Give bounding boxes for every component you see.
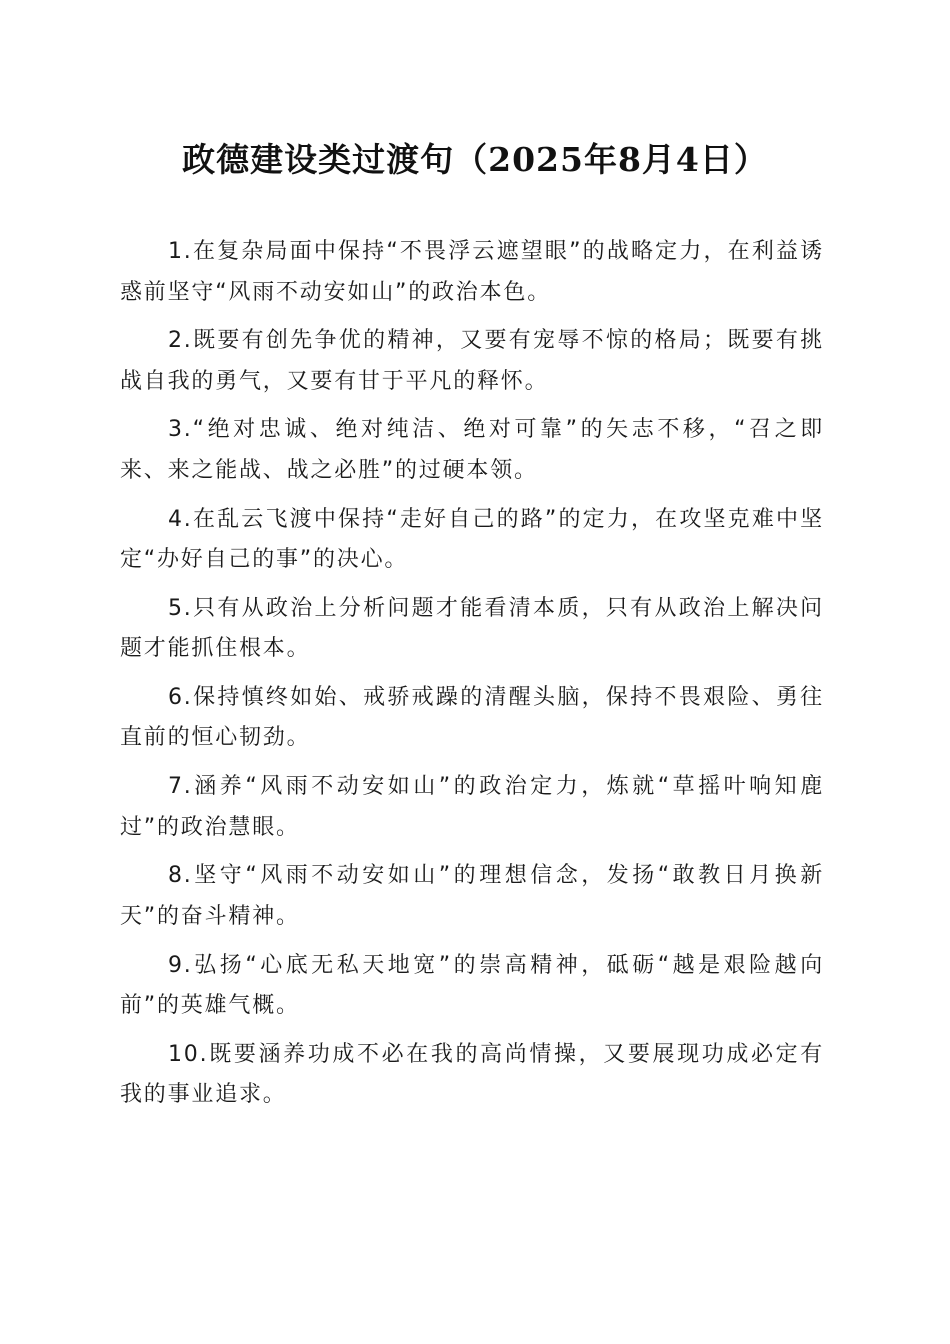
list-item: 8.坚守“风雨不动安如山”的理想信念，发扬“敢教日月换新天”的奋斗精神。 bbox=[120, 863, 824, 929]
document-title: 政德建设类过渡句（2025年8月4日） bbox=[182, 140, 768, 179]
list-item: 1.在复杂局面中保持“不畏浮云遮望眼”的战略定力，在利益诱惑前坚守“风雨不动安如山”的政治本色。 bbox=[120, 239, 824, 305]
transition-sentence-list bbox=[120, 232, 824, 1124]
list-item: 5.只有从政治上分析问题才能看清本质，只有从政治上解决问题才能抓住根本。 bbox=[120, 595, 824, 662]
list-item: 6.保持慎终如始、戒骄戒躁的清醒头脑，保持不畏艰险、勇往直前的恒心韧劲。 bbox=[120, 684, 824, 751]
list-item: 9.弘扬“心底无私天地宽”的崇高精神，砥砺“越是艰险越向前”的英雄气概。 bbox=[120, 952, 824, 1018]
list-item: 7.涵养“风雨不动安如山”的政治定力，炼就“草摇叶响知鹿过”的政治慧眼。 bbox=[120, 774, 824, 840]
list-item: 3.“绝对忠诚、绝对纯洁、绝对可靠”的矢志不移，“召之即来、来之能战、战之必胜”的过硬本领。 bbox=[120, 417, 824, 483]
list-item: 10.既要涵养功成不必在我的高尚情操，又要展现功成必定有我的事业追求。 bbox=[120, 1041, 824, 1108]
list-item: 2.既要有创先争优的精神，又要有宠辱不惊的格局；既要有挑战自我的勇气，又要有甘于平凡的释怀。 bbox=[120, 328, 824, 394]
list-item: 4.在乱云飞渡中保持“走好自己的路”的定力，在攻坚克难中坚定“办好自己的事”的决心。 bbox=[120, 506, 824, 573]
